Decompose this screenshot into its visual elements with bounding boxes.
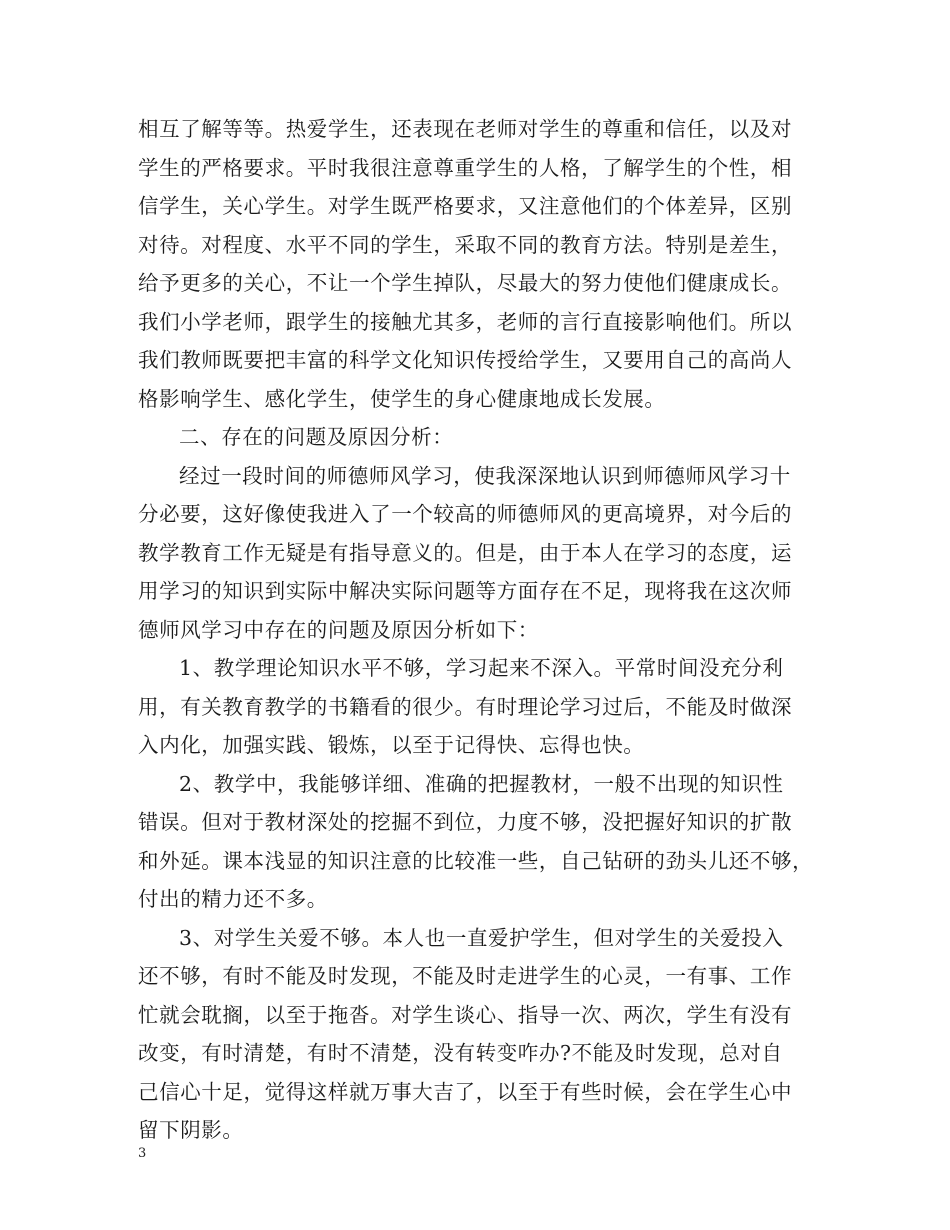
- text-line: 用，有关教育教学的书籍看的很少。有时理论学习过后，不能及时做深: [138, 694, 793, 719]
- text-line: 用学习的知识到实际中解决实际问题等方面存在不足，现将我在这次师: [138, 579, 793, 603]
- text-line: 己信心十足，觉得这样就万事大吉了，以至于有些时候，会在学生心中: [138, 1079, 793, 1104]
- text-line: 我们教师既要把丰富的科学文化知识传授给学生，又要用自己的高尚人: [138, 348, 793, 372]
- document-body: [138, 110, 828, 1150]
- text-line: 留下阴影。: [138, 1118, 244, 1142]
- text-line: 经过一段时间的师德师风学习，使我深深地认识到师德师风学习十: [179, 463, 791, 488]
- text-line: 错误。但对于教材深处的挖掘不到位，力度不够，没把握好知识的扩散: [138, 810, 793, 834]
- text-line: 二、存在的问题及原因分析：: [179, 425, 454, 449]
- text-line: 相互了解等等。热爱学生，还表现在老师对学生的尊重和信任，以及对: [138, 117, 793, 141]
- text-line: 德师风学习中存在的问题及原因分析如下：: [138, 617, 539, 642]
- text-line: 和外延。课本浅显的知识注意的比较准一些，自己钻研的劲头儿还不够，: [138, 848, 814, 873]
- text-line: 教学教育工作无疑是有指导意义的。但是，由于本人在学习的态度，运: [138, 540, 793, 565]
- text-line: 对待。对程度、水平不同的学生，采取不同的教育方法。特别是差生，: [138, 232, 793, 257]
- text-line: 入内化，加强实践、锻炼，以至于记得快、忘得也快。: [138, 733, 645, 757]
- page-number: 3: [138, 1146, 147, 1161]
- text-line: 给予更多的关心，不让一个学生掉队，尽最大的努力使他们健康成长。: [138, 271, 793, 295]
- text-line: 还不够，有时不能及时发现，不能及时走进学生的心灵，一有事、工作: [138, 964, 793, 988]
- text-line: 3、对学生关爱不够。本人也一直爱护学生，但对学生的关爱投入: [179, 925, 784, 950]
- text-line: 2、教学中，我能够详细、准确的把握教材，一般不出现的知识性: [179, 771, 784, 796]
- text-line: 分必要，这好像使我进入了一个较高的师德师风的更高境界，对今后的: [138, 502, 793, 526]
- text-line: 我们小学老师，跟学生的接触尤其多，老师的言行直接影响他们。所以: [138, 309, 793, 334]
- text-line: 1、教学理论知识水平不够，学习起来不深入。平常时间没充分利: [179, 656, 784, 680]
- text-line: 忙就会耽搁，以至于拖沓。对学生谈心、指导一次、两次，学生有没有: [138, 1002, 793, 1027]
- text-line: 付出的精力还不多。: [138, 887, 328, 911]
- text-line: 格影响学生、感化学生，使学生的身心健康地成长发展。: [138, 386, 666, 411]
- text-line: 学生的严格要求。平时我很注意尊重学生的人格，了解学生的个性，相: [138, 155, 793, 180]
- text-line: 信学生，关心学生。对学生既严格要求，又注意他们的个体差异，区别: [138, 194, 793, 218]
- text-line: 改变，有时清楚，有时不清楚，没有转变咋办?不能及时发现，总对自: [138, 1041, 783, 1065]
